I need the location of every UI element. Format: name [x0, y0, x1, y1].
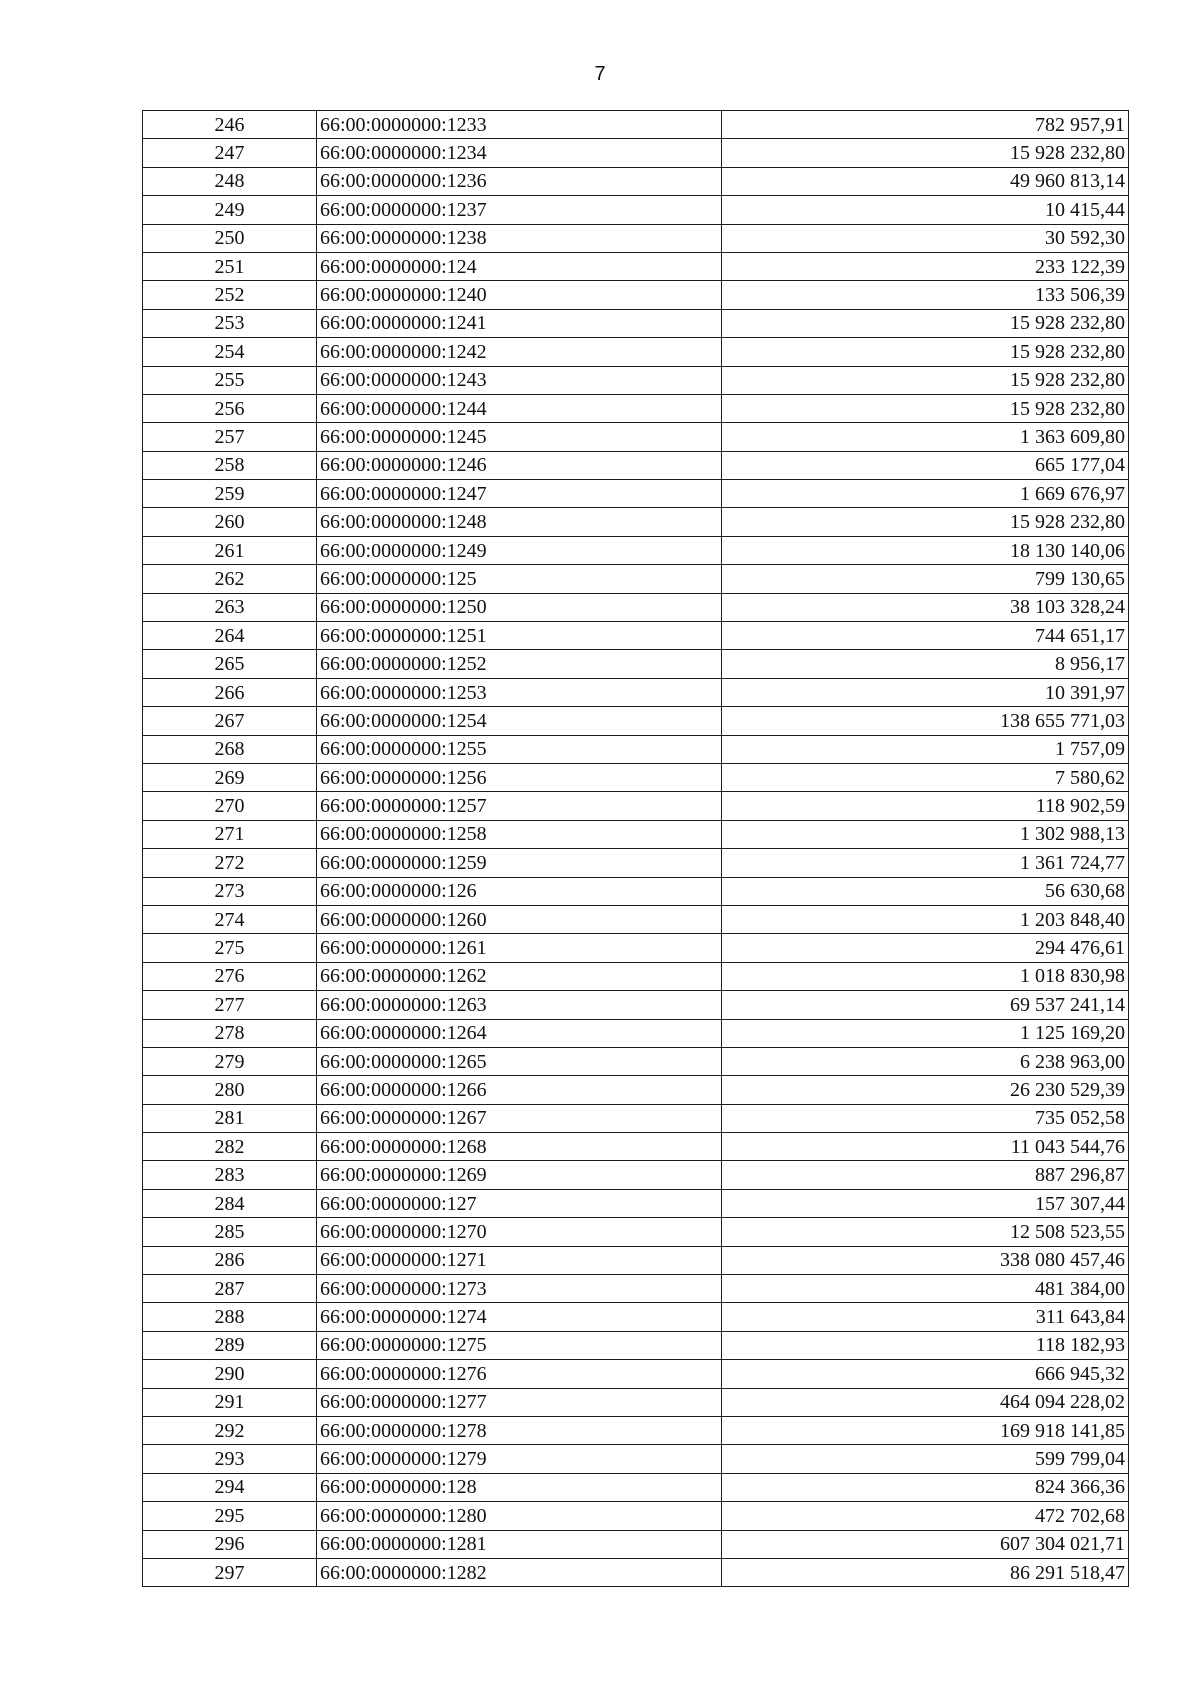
cadastral-value-cell: 15 928 232,80	[722, 338, 1129, 366]
cadastral-number-cell: 66:00:0000000:1237	[317, 196, 722, 224]
cadastral-number-cell: 66:00:0000000:1273	[317, 1275, 722, 1303]
table-row	[143, 593, 1129, 621]
row-number-cell: 254	[143, 338, 317, 366]
table-row	[143, 196, 1129, 224]
cadastral-number-cell: 66:00:0000000:1246	[317, 451, 722, 479]
cadastral-value-cell: 10 415,44	[722, 196, 1129, 224]
table-row	[143, 678, 1129, 706]
cadastral-number-cell: 66:00:0000000:1247	[317, 480, 722, 508]
cadastral-value-cell: 15 928 232,80	[722, 508, 1129, 536]
table-row	[143, 849, 1129, 877]
row-number-cell: 297	[143, 1558, 317, 1586]
cadastral-value-cell: 338 080 457,46	[722, 1246, 1129, 1274]
cadastral-value-cell: 8 956,17	[722, 650, 1129, 678]
row-number-cell: 259	[143, 480, 317, 508]
table-row	[143, 423, 1129, 451]
cadastral-value-cell: 15 928 232,80	[722, 394, 1129, 422]
row-number-cell: 246	[143, 111, 317, 139]
row-number-cell: 273	[143, 877, 317, 905]
row-number-cell: 282	[143, 1133, 317, 1161]
row-number-cell: 264	[143, 622, 317, 650]
cadastral-value-cell: 1 363 609,80	[722, 423, 1129, 451]
row-number-cell: 272	[143, 849, 317, 877]
row-number-cell: 287	[143, 1275, 317, 1303]
cadastral-value-cell: 118 182,93	[722, 1331, 1129, 1359]
cadastral-value-cell: 15 928 232,80	[722, 366, 1129, 394]
cadastral-value-cell: 607 304 021,71	[722, 1530, 1129, 1558]
row-number-cell: 251	[143, 252, 317, 280]
cadastral-number-cell: 66:00:0000000:1245	[317, 423, 722, 451]
cadastral-number-cell: 66:00:0000000:1255	[317, 735, 722, 763]
row-number-cell: 253	[143, 309, 317, 337]
cadastral-number-cell: 66:00:0000000:1243	[317, 366, 722, 394]
table-row	[143, 111, 1129, 139]
table-row	[143, 763, 1129, 791]
cadastral-number-cell: 66:00:0000000:1244	[317, 394, 722, 422]
cadastral-value-cell: 86 291 518,47	[722, 1558, 1129, 1586]
cadastral-number-cell: 66:00:0000000:1274	[317, 1303, 722, 1331]
table-row	[143, 224, 1129, 252]
cadastral-number-cell: 66:00:0000000:1234	[317, 139, 722, 167]
table-row	[143, 707, 1129, 735]
table-row	[143, 877, 1129, 905]
table-row	[143, 1530, 1129, 1558]
row-number-cell: 275	[143, 934, 317, 962]
table-row	[143, 1133, 1129, 1161]
row-number-cell: 271	[143, 820, 317, 848]
table-row	[143, 1076, 1129, 1104]
cadastral-number-cell: 66:00:0000000:1269	[317, 1161, 722, 1189]
cadastral-value-cell: 10 391,97	[722, 678, 1129, 706]
cadastral-number-cell: 66:00:0000000:1256	[317, 763, 722, 791]
table-row	[143, 1019, 1129, 1047]
row-number-cell: 256	[143, 394, 317, 422]
cadastral-value-cell: 157 307,44	[722, 1189, 1129, 1217]
row-number-cell: 296	[143, 1530, 317, 1558]
row-number-cell: 268	[143, 735, 317, 763]
cadastral-value-cell: 15 928 232,80	[722, 139, 1129, 167]
cadastral-value-cell: 887 296,87	[722, 1161, 1129, 1189]
cadastral-number-cell: 66:00:0000000:1275	[317, 1331, 722, 1359]
row-number-cell: 281	[143, 1104, 317, 1132]
cadastral-number-cell: 66:00:0000000:1257	[317, 792, 722, 820]
table-row	[143, 1104, 1129, 1132]
cadastral-value-cell: 169 918 141,85	[722, 1416, 1129, 1444]
cadastral-number-cell: 66:00:0000000:1252	[317, 650, 722, 678]
table-row	[143, 792, 1129, 820]
row-number-cell: 248	[143, 167, 317, 195]
table-row	[143, 1473, 1129, 1501]
table-row	[143, 650, 1129, 678]
cadastral-number-cell: 66:00:0000000:1251	[317, 622, 722, 650]
table-row	[143, 167, 1129, 195]
cadastral-number-cell: 66:00:0000000:1253	[317, 678, 722, 706]
row-number-cell: 250	[143, 224, 317, 252]
cadastral-value-cell: 666 945,32	[722, 1360, 1129, 1388]
row-number-cell: 249	[143, 196, 317, 224]
cadastral-value-cell: 1 302 988,13	[722, 820, 1129, 848]
cadastral-number-cell: 66:00:0000000:1233	[317, 111, 722, 139]
row-number-cell: 269	[143, 763, 317, 791]
cadastral-value-cell: 56 630,68	[722, 877, 1129, 905]
row-number-cell: 280	[143, 1076, 317, 1104]
cadastral-number-cell: 66:00:0000000:1258	[317, 820, 722, 848]
cadastral-number-cell: 66:00:0000000:1271	[317, 1246, 722, 1274]
cadastral-value-cell: 49 960 813,14	[722, 167, 1129, 195]
table-row	[143, 565, 1129, 593]
cadastral-value-cell: 665 177,04	[722, 451, 1129, 479]
cadastral-number-cell: 66:00:0000000:1242	[317, 338, 722, 366]
cadastral-number-cell: 66:00:0000000:1270	[317, 1218, 722, 1246]
table-row	[143, 735, 1129, 763]
table-row	[143, 480, 1129, 508]
cadastral-value-cell: 18 130 140,06	[722, 536, 1129, 564]
table-row	[143, 905, 1129, 933]
table-row	[143, 252, 1129, 280]
cadastral-value-cell: 782 957,91	[722, 111, 1129, 139]
cadastral-number-cell: 66:00:0000000:1250	[317, 593, 722, 621]
cadastral-value-cell: 1 018 830,98	[722, 962, 1129, 990]
table-row	[143, 1303, 1129, 1331]
cadastral-number-cell: 66:00:0000000:1267	[317, 1104, 722, 1132]
table-row	[143, 934, 1129, 962]
cadastral-value-cell: 12 508 523,55	[722, 1218, 1129, 1246]
cadastral-number-cell: 66:00:0000000:1261	[317, 934, 722, 962]
table-row	[143, 451, 1129, 479]
cadastral-value-cell: 472 702,68	[722, 1502, 1129, 1530]
table-row	[143, 1360, 1129, 1388]
cadastral-value-cell: 464 094 228,02	[722, 1388, 1129, 1416]
cadastral-value-cell: 1 757,09	[722, 735, 1129, 763]
row-number-cell: 262	[143, 565, 317, 593]
row-number-cell: 278	[143, 1019, 317, 1047]
table-row	[143, 1246, 1129, 1274]
row-number-cell: 294	[143, 1473, 317, 1501]
table-row	[143, 366, 1129, 394]
row-number-cell: 266	[143, 678, 317, 706]
row-number-cell: 265	[143, 650, 317, 678]
cadastral-number-cell: 66:00:0000000:125	[317, 565, 722, 593]
cadastral-number-cell: 66:00:0000000:124	[317, 252, 722, 280]
table-row	[143, 394, 1129, 422]
row-number-cell: 270	[143, 792, 317, 820]
table-row	[143, 1218, 1129, 1246]
row-number-cell: 267	[143, 707, 317, 735]
cadastral-value-cell: 481 384,00	[722, 1275, 1129, 1303]
cadastral-value-cell: 233 122,39	[722, 252, 1129, 280]
row-number-cell: 288	[143, 1303, 317, 1331]
cadastral-number-cell: 66:00:0000000:1266	[317, 1076, 722, 1104]
cadastral-value-cell: 735 052,58	[722, 1104, 1129, 1132]
table-row	[143, 1161, 1129, 1189]
cadastral-value-cell: 744 651,17	[722, 622, 1129, 650]
cadastral-number-cell: 66:00:0000000:1265	[317, 1047, 722, 1075]
cadastral-number-cell: 66:00:0000000:1240	[317, 281, 722, 309]
cadastral-value-cell: 118 902,59	[722, 792, 1129, 820]
cadastral-number-cell: 66:00:0000000:1263	[317, 991, 722, 1019]
cadastral-value-cell: 1 203 848,40	[722, 905, 1129, 933]
row-number-cell: 292	[143, 1416, 317, 1444]
table-row	[143, 309, 1129, 337]
cadastral-value-cell: 824 366,36	[722, 1473, 1129, 1501]
cadastral-value-cell: 294 476,61	[722, 934, 1129, 962]
cadastral-number-cell: 66:00:0000000:128	[317, 1473, 722, 1501]
row-number-cell: 293	[143, 1445, 317, 1473]
cadastral-value-cell: 15 928 232,80	[722, 309, 1129, 337]
row-number-cell: 295	[143, 1502, 317, 1530]
table-row	[143, 1331, 1129, 1359]
cadastral-number-cell: 66:00:0000000:1262	[317, 962, 722, 990]
row-number-cell: 261	[143, 536, 317, 564]
cadastral-value-table	[142, 110, 1129, 1587]
row-number-cell: 290	[143, 1360, 317, 1388]
table-row	[143, 338, 1129, 366]
cadastral-number-cell: 66:00:0000000:1241	[317, 309, 722, 337]
table-row	[143, 139, 1129, 167]
cadastral-value-cell: 30 592,30	[722, 224, 1129, 252]
table-row	[143, 962, 1129, 990]
cadastral-value-cell: 799 130,65	[722, 565, 1129, 593]
cadastral-number-cell: 66:00:0000000:1259	[317, 849, 722, 877]
page-number: 7	[594, 63, 606, 85]
row-number-cell: 258	[143, 451, 317, 479]
cadastral-number-cell: 66:00:0000000:1236	[317, 167, 722, 195]
row-number-cell: 286	[143, 1246, 317, 1274]
cadastral-number-cell: 66:00:0000000:1280	[317, 1502, 722, 1530]
cadastral-number-cell: 66:00:0000000:1278	[317, 1416, 722, 1444]
table-row	[143, 1502, 1129, 1530]
cadastral-number-cell: 66:00:0000000:1254	[317, 707, 722, 735]
row-number-cell: 257	[143, 423, 317, 451]
table-row	[143, 1047, 1129, 1075]
cadastral-value-cell: 599 799,04	[722, 1445, 1129, 1473]
cadastral-number-cell: 66:00:0000000:1248	[317, 508, 722, 536]
table-row	[143, 508, 1129, 536]
cadastral-number-cell: 66:00:0000000:1260	[317, 905, 722, 933]
row-number-cell: 291	[143, 1388, 317, 1416]
row-number-cell: 260	[143, 508, 317, 536]
cadastral-number-cell: 66:00:0000000:1279	[317, 1445, 722, 1473]
row-number-cell: 284	[143, 1189, 317, 1217]
table-row	[143, 1275, 1129, 1303]
row-number-cell: 289	[143, 1331, 317, 1359]
table-row	[143, 1189, 1129, 1217]
cadastral-value-cell: 6 238 963,00	[722, 1047, 1129, 1075]
cadastral-value-cell: 138 655 771,03	[722, 707, 1129, 735]
table-row	[143, 1388, 1129, 1416]
row-number-cell: 276	[143, 962, 317, 990]
row-number-cell: 247	[143, 139, 317, 167]
row-number-cell: 277	[143, 991, 317, 1019]
cadastral-number-cell: 66:00:0000000:127	[317, 1189, 722, 1217]
cadastral-value-cell: 133 506,39	[722, 281, 1129, 309]
cadastral-value-cell: 1 125 169,20	[722, 1019, 1129, 1047]
table-row	[143, 281, 1129, 309]
cadastral-value-cell: 1 361 724,77	[722, 849, 1129, 877]
cadastral-number-cell: 66:00:0000000:1276	[317, 1360, 722, 1388]
cadastral-number-cell: 66:00:0000000:1277	[317, 1388, 722, 1416]
cadastral-value-cell: 38 103 328,24	[722, 593, 1129, 621]
table-row	[143, 820, 1129, 848]
row-number-cell: 283	[143, 1161, 317, 1189]
table-row	[143, 1416, 1129, 1444]
cadastral-value-cell: 26 230 529,39	[722, 1076, 1129, 1104]
cadastral-value-cell: 1 669 676,97	[722, 480, 1129, 508]
row-number-cell: 279	[143, 1047, 317, 1075]
table-body	[143, 111, 1129, 1587]
row-number-cell: 285	[143, 1218, 317, 1246]
cadastral-number-cell: 66:00:0000000:1264	[317, 1019, 722, 1047]
cadastral-number-cell: 66:00:0000000:1268	[317, 1133, 722, 1161]
cadastral-value-cell: 311 643,84	[722, 1303, 1129, 1331]
table-row	[143, 991, 1129, 1019]
cadastral-value-cell: 11 043 544,76	[722, 1133, 1129, 1161]
table-row	[143, 622, 1129, 650]
table-row	[143, 536, 1129, 564]
cadastral-value-cell: 7 580,62	[722, 763, 1129, 791]
row-number-cell: 263	[143, 593, 317, 621]
row-number-cell: 255	[143, 366, 317, 394]
cadastral-number-cell: 66:00:0000000:1249	[317, 536, 722, 564]
row-number-cell: 274	[143, 905, 317, 933]
row-number-cell: 252	[143, 281, 317, 309]
cadastral-number-cell: 66:00:0000000:126	[317, 877, 722, 905]
table-row	[143, 1558, 1129, 1586]
cadastral-value-cell: 69 537 241,14	[722, 991, 1129, 1019]
cadastral-number-cell: 66:00:0000000:1238	[317, 224, 722, 252]
table-row	[143, 1445, 1129, 1473]
cadastral-number-cell: 66:00:0000000:1281	[317, 1530, 722, 1558]
cadastral-number-cell: 66:00:0000000:1282	[317, 1558, 722, 1586]
